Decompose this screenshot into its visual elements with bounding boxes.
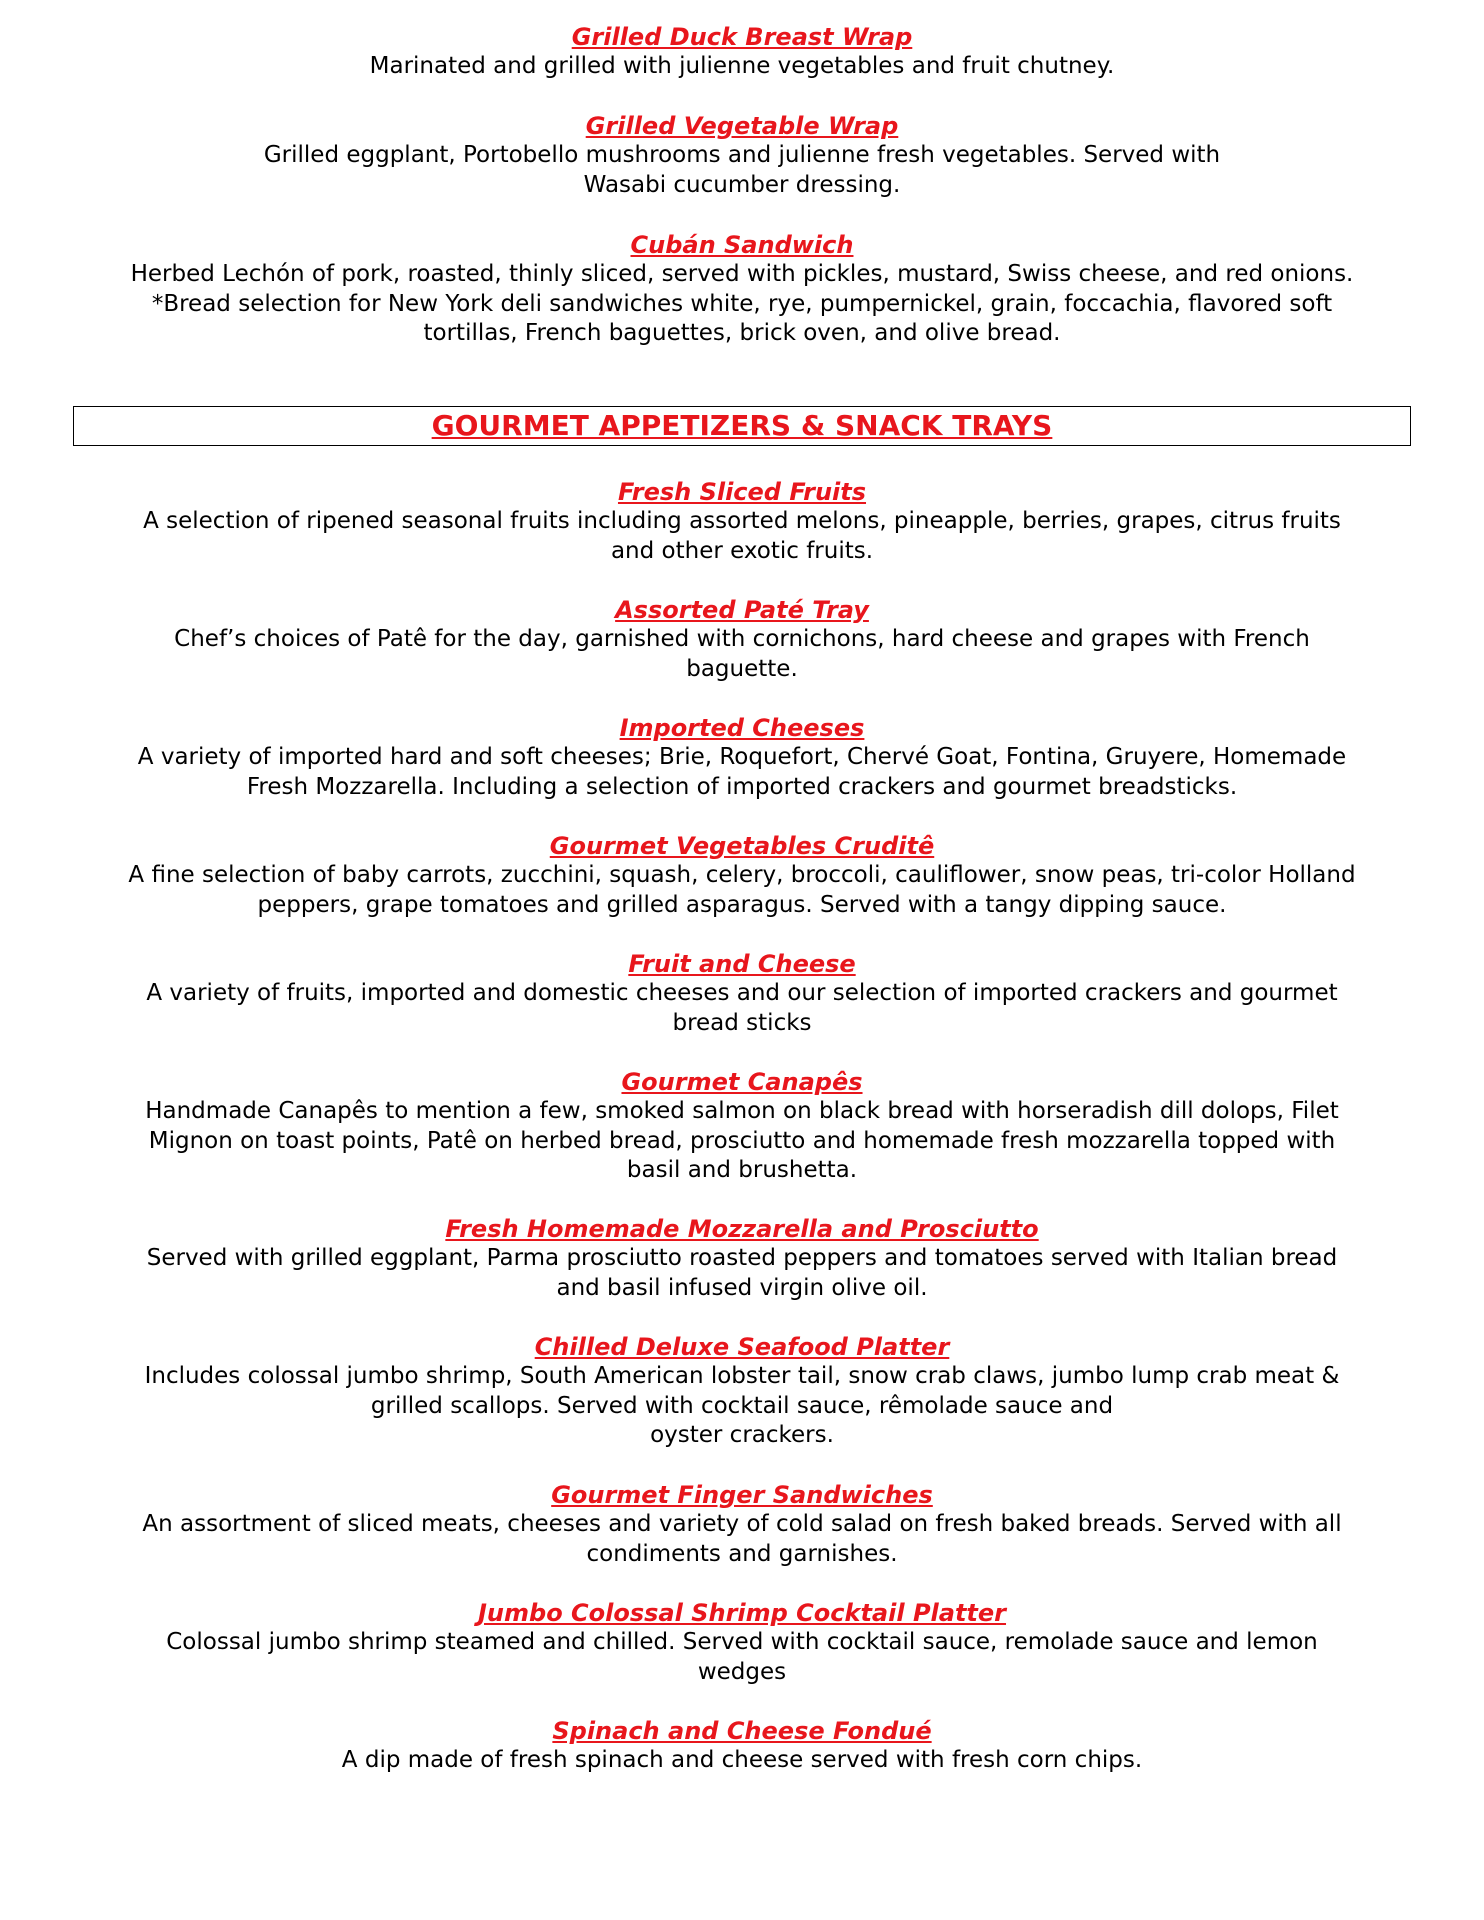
menu-item-description: A variety of imported hard and soft cheeses; Brie, Roquefort, Chervé Goat, Fontina, Gruyere, Homemade Fresh Mozzarella. Including a selection of imported crackers and gourmet breadsticks. [137, 744, 1347, 800]
menu-item-description: An assortment of sliced meats, cheeses and variety of cold salad on fresh baked breads. Served with all condiments and garnishes. [142, 1511, 1342, 1567]
menu-item-chilled-deluxe-seafood-platter [75, 1332, 1409, 1451]
menu-item-title: Gourmet Vegetables Cruditê [549, 832, 935, 860]
menu-item-jumbo-colossal-shrimp-cocktail [75, 1598, 1409, 1687]
menu-item-imported-cheeses [75, 713, 1409, 802]
menu-item-description: Marinated and grilled with julienne vegetables and fruit chutney. [369, 53, 1115, 79]
section-title: GOURMET APPETIZERS & SNACK TRAYS [431, 409, 1053, 442]
menu-item-description: Includes colossal jumbo shrimp, South American lobster tail, snow crab claws, jumbo lump crab meat & grilled scallops. Served with cocktail sauce, rêmolade sauce and oyster crackers. [144, 1363, 1340, 1448]
menu-item-assorted-pate-tray [75, 595, 1409, 684]
menu-item-description: A dip made of fresh spinach and cheese served with fresh corn chips. [341, 1747, 1143, 1773]
menu-item-description: Grilled eggplant, Portobello mushrooms and julienne fresh vegetables. Served with Wasabi cucumber dressing. [263, 142, 1221, 198]
menu-item-description: Herbed Lechón of pork, roasted, thinly sliced, served with pickles, mustard, Swiss cheese, and red onions. *Bread selection for New York deli sandwiches white, rye, pumpernickel, grain, foccachia, flavored soft tortillas, French baguettes, brick oven, and olive bread. [130, 261, 1354, 346]
menu-item-grilled-vegetable-wrap [75, 111, 1409, 200]
menu-item-description: Chef’s choices of Patê for the day, garnished with cornichons, hard cheese and grapes with French baguette. [174, 626, 1310, 682]
menu-item-gourmet-finger-sandwiches [75, 1480, 1409, 1569]
menu-item-title: Grilled Vegetable Wrap [585, 112, 899, 140]
menu-item-fresh-sliced-fruits [75, 477, 1409, 566]
menu-item-description: Served with grilled eggplant, Parma prosciutto roasted peppers and tomatoes served with Italian bread and basil infused virgin olive oil. [146, 1245, 1338, 1301]
menu-item-title: Fresh Sliced Fruits [617, 478, 867, 506]
menu-item-fruit-and-cheese [75, 949, 1409, 1038]
menu-item-title: Gourmet Finger Sandwiches [551, 1481, 933, 1509]
menu-item-grilled-duck-breast-wrap [75, 22, 1409, 82]
menu-item-fresh-homemade-mozzarella [75, 1214, 1409, 1303]
section-header-box [73, 406, 1411, 446]
menu-item-title: Chilled Deluxe Seafood Platter [534, 1333, 950, 1361]
menu-item-title: Fresh Homemade Mozzarella and Prosciutto [445, 1215, 1039, 1243]
menu-item-gourmet-vegetables-crudite [75, 831, 1409, 920]
menu-item-description: A fine selection of baby carrots, zucchini, squash, celery, broccoli, cauliflower, snow peas, tri-color Holland peppers, grape tomatoes and grilled asparagus. Served with a tangy dipping sauce. [128, 862, 1356, 918]
menu-item-cuban-sandwich [75, 230, 1409, 349]
menu-item-description: Colossal jumbo shrimp steamed and chilled. Served with cocktail sauce, remolade sauce and lemon wedges [166, 1629, 1318, 1685]
menu-item-description: A variety of fruits, imported and domestic cheeses and our selection of imported crackers and gourmet bread sticks [146, 980, 1338, 1036]
menu-item-title: Assorted Paté Tray [615, 596, 869, 624]
menu-item-description: Handmade Canapês to mention a few, smoked salmon on black bread with horseradish dill dolops, Filet Mignon on toast points, Patê on herbed bread, prosciutto and homemade fresh mozzarella topped with basil and brushetta. [145, 1098, 1339, 1183]
menu-item-title: Imported Cheeses [619, 714, 865, 742]
menu-item-spinach-and-cheese-fondue [75, 1716, 1409, 1776]
menu-item-description: A selection of ripened seasonal fruits including assorted melons, pineapple, berries, grapes, citrus fruits and other exotic fruits. [143, 508, 1341, 564]
menu-item-title: Fruit and Cheese [628, 950, 856, 978]
menu-item-title: Grilled Duck Breast Wrap [571, 23, 913, 51]
menu-item-title: Gourmet Canapês [621, 1068, 863, 1096]
menu-item-title: Spinach and Cheese Fondué [552, 1717, 932, 1745]
menu-item-title: Cubán Sandwich [630, 231, 854, 259]
menu-item-gourmet-canapes [75, 1067, 1409, 1186]
menu-item-title: Jumbo Colossal Shrimp Cocktail Platter [477, 1599, 1007, 1627]
